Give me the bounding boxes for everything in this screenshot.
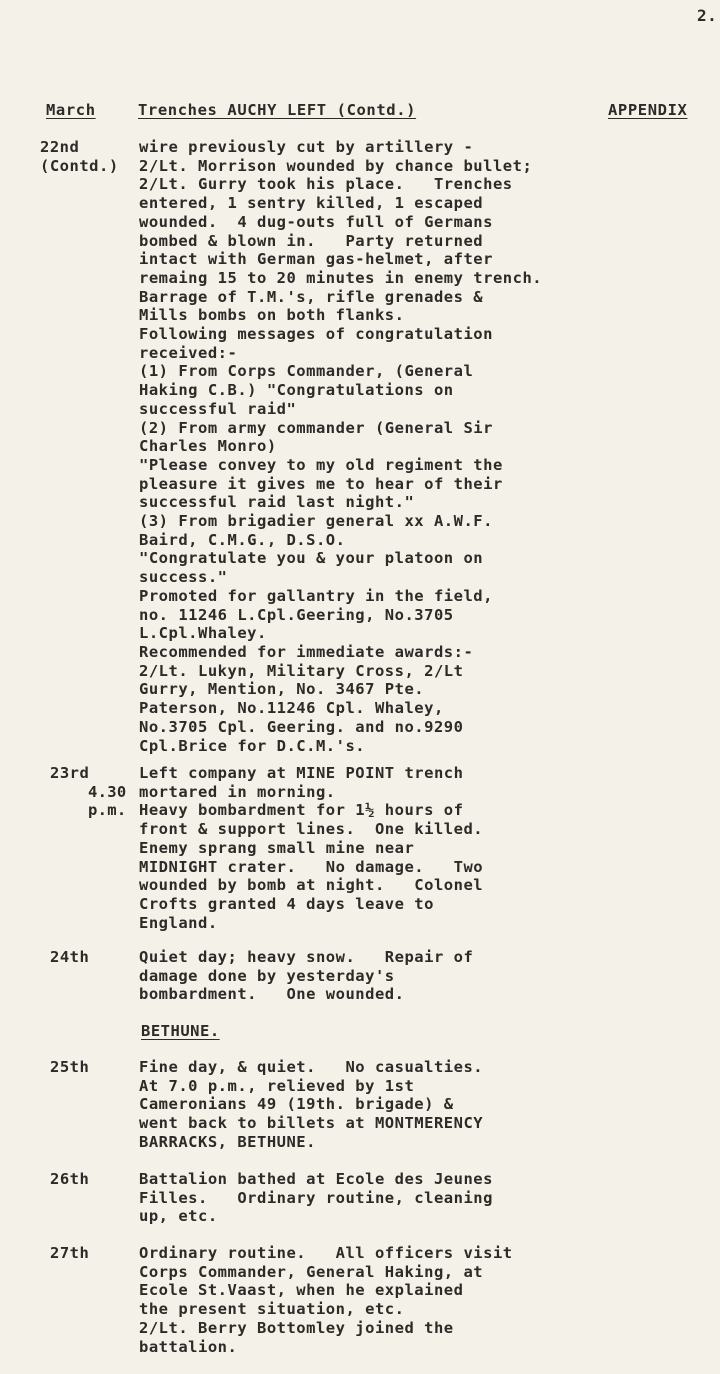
entry-date: 26th [50,1170,90,1188]
entry-date: 25th [50,1058,90,1076]
entry-text: wire previously cut by artillery - 2/Lt. Morrison wounded by chance bullet; 2/Lt. Gurry took his place. Trenches entered, 1 sentry killed, 1 escaped wounded. 4 dug-outs full of Germans bombed & blown in. Party returned intact with German gas-helmet, after remaing 15 to 20 minutes in enemy trench. Barrage of T.M.'s, rifle grenades & Mills bombs on both flanks. Following messages of congratulation received:- (1) From Corps Commander, (General Haking C.B.) "Congratulations on successful raid" (2) From army commander (General Sir Charles Monro) "Please convey to my old regiment the pleasure it gives me to hear of their successful raid last night." (3) From brigadier general xx A.W.F. Baird, C.M.G., D.S.O. "Congratulate you & your platoon on success." Promoted for gallantry in the field, no. 11246 L.Cpl.Geering, No.3705 L.Cpl.Whaley. Recommended for immediate awards:- 2/Lt. Lukyn, Military Cross, 2/Lt Gurry, Mention, No. 3467 Pte. Paterson, No.11246 Cpl. Whaley, No.3705 Cpl. Geering. and no.9290 Cpl.Brice for D.C.M.'s. [139,138,543,755]
entry-text: Fine day, & quiet. No casualties. At 7.0 p.m., relieved by 1st Cameronians 49 (19th. brigade) & went back to billets at MONTMERENCY BARRACKS, BETHUNE. [139,1058,484,1151]
header-appendix: APPENDIX [608,101,688,119]
header-title: Trenches AUCHY LEFT (Contd.) [138,101,417,119]
entry-text: Quiet day; heavy snow. Repair of damage done by yesterday's bombardment. One wounded. [139,948,474,1004]
location-heading: BETHUNE. [141,1022,220,1040]
header-month: March [46,101,96,119]
entry-date: 23rd [50,764,90,782]
entry-date: 27th [50,1244,90,1262]
entry-text: Ordinary routine. All officers visit Corps Commander, General Haking, at Ecole St.Vaast, when he explained the present situation, etc. 2/Lt. Berry Bottomley joined the battalion. [139,1244,513,1356]
entry-text: Battalion bathed at Ecole des Jeunes Filles. Ordinary routine, cleaning up, etc. [139,1170,493,1226]
entry-text: Left company at MINE POINT trench mortared in morning. Heavy bombardment for 1½ hours of front & support lines. One killed. Enemy sprang small mine near MIDNIGHT crater. No damage. Two wounded by bomb at night. Colonel Crofts granted 4 days leave to England. [139,764,484,932]
page-number: 2. [697,6,718,25]
entry-date: 24th [50,948,90,966]
page-header [0,101,720,123]
entry-time: 4.30 p.m. [88,782,127,820]
entry-date: 22nd (Contd.) [40,138,119,175]
